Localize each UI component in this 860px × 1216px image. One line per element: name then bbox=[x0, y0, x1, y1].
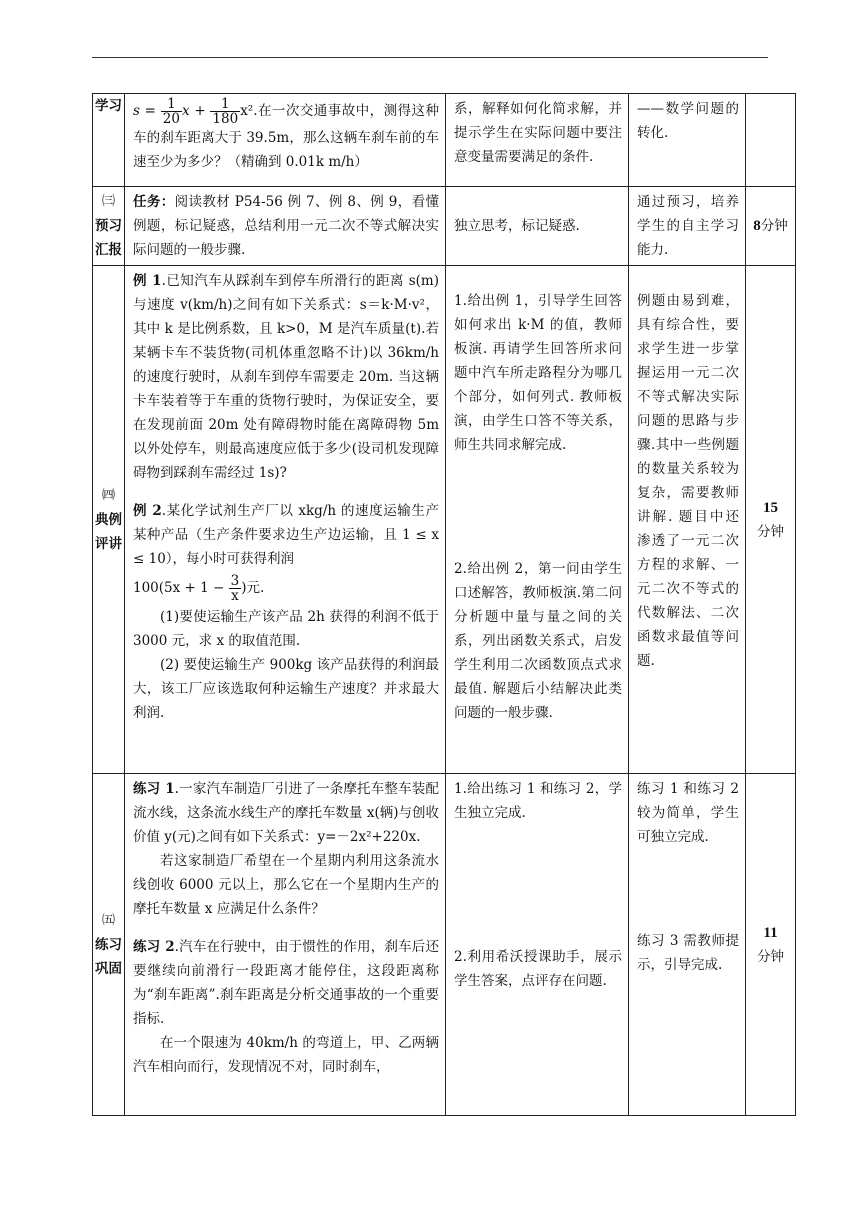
stage-name: 评讲 bbox=[95, 535, 122, 552]
task-label: 任务： bbox=[133, 194, 175, 210]
stage-cell bbox=[93, 266, 125, 774]
content-cell: 练习 1.一家汽车制造厂引进了一条摩托车整车装配流水线，这条流水线生产的摩托车数量 x(辆)与创收价值 y(元)之间有如下关系式：y=－2x²+220x. 若这家制造厂希望在一个星期内利用这条流水线创收 6000 元以上，那么它在一个星期内生产的摩托车数量 x 应满足什么条件？ 练习 2.汽车在行驶中，由于惯性的作用，刹车后还要继续向前滑行一段距离才能停住，这段距离称为“刹车距离”.刹车距离是分析交通事故的一个重要指标. 在一个限速为 40km/h 的弯道上，甲、乙两辆汽车相向而行，发现情况不对，同时刹车， bbox=[125, 774, 446, 1116]
stage-cell bbox=[93, 774, 125, 1116]
stage-name: 巩固 bbox=[95, 960, 122, 977]
intent-cell: 例题由易到难，具有综合性，要求学生进一步掌握运用一元二次不等式解决实际问题的思路与步骤.其中一些例题的数量关系较为复杂，需要教师讲解. 题目中还渗透了一元二次方程的求解、一元二次不等式的代数解法、二次函数求最值等问题. bbox=[629, 266, 746, 774]
time-cell: 11 分钟 bbox=[746, 774, 796, 1116]
fraction: $\frac{1}{20}$ bbox=[162, 96, 180, 127]
table-row bbox=[93, 774, 796, 1116]
formula-tail: x².在一次交通事故中，测得这种车的刹车距离大于 39.5m，那么这辆车刹车前的车速至少为多少？（精确到 0.01k m/h） bbox=[133, 103, 440, 170]
formula-prefix: s = bbox=[133, 103, 156, 119]
table-row bbox=[93, 187, 796, 266]
intent-cell: ——数学问题的转化. bbox=[629, 94, 746, 187]
stage-number: ㈣ bbox=[101, 487, 115, 503]
header-rule bbox=[92, 57, 768, 58]
teacher-cell: 1.给出练习 1 和练习 2，学生独立完成. 2.利用希沃授课助手，展示学生答案，点评存在问题. bbox=[446, 774, 629, 1116]
intent-cell: 通过预习，培养学生的自主学习能力. bbox=[629, 187, 746, 266]
stage-name: 预习 bbox=[95, 218, 122, 234]
lesson-plan-table bbox=[92, 93, 796, 1116]
teacher-cell: 1.给出例 1，引导学生回答如何求出 k·M 的值，教师板演. 再请学生回答所求问题中汽车所走路程分为哪几个部分，如何列式. 教师板演，由学生口答不等关系，师生共同求解完成. 2.给出例 2，第一问由学生口述解答，教师板演.第二问分析题中量与量之间的关系，列出函数关系式，启发学生利用二次函数顶点式求最值. 解题后小结解决此类问题的一般步骤. bbox=[446, 266, 629, 774]
stage-number: ㈢ bbox=[101, 194, 115, 209]
teacher-cell: 独立思考，标记疑惑. bbox=[446, 187, 629, 266]
example-2: 例 2.某化学试剂生产厂以 xkg/h 的速度运输生产某种产品（生产条件要求边生产边运输，且 1 ≤ x ≤ 10），每小时可获得利润 bbox=[133, 503, 439, 567]
time-cell: 8分钟 bbox=[746, 187, 796, 266]
stage-number: ㈤ bbox=[101, 912, 115, 928]
content-cell bbox=[125, 187, 446, 266]
example-2-question-2: (2) 要使运输生产 900kg 该产品获得的利润最大，该工厂应该选取何种运输生产速度？并求最大利润. bbox=[133, 657, 439, 721]
time-cell: 15 分钟 bbox=[746, 266, 796, 774]
intent-cell: 练习 1 和练习 2 较为简单，学生可独立完成. 练习 3 需教师提示，引导完成. bbox=[629, 774, 746, 1116]
fraction: $\frac{1}{180}$ bbox=[212, 96, 239, 127]
stage-name: 练习 bbox=[95, 936, 122, 953]
stage-name: 学习 bbox=[95, 98, 122, 114]
time-cell bbox=[746, 94, 796, 187]
practice-1: 练习 1.一家汽车制造厂引进了一条摩托车整车装配流水线，这条流水线生产的摩托车数量 x(辆)与创收价值 y(元)之间有如下关系式：y=－2x²+220x. bbox=[133, 781, 439, 845]
stage-name: 典例 bbox=[95, 511, 122, 528]
table-row bbox=[93, 266, 796, 774]
example-2-question-1: (1)要使运输生产该产品 2h 获得的利润不低于 3000 元，求 x 的取值范围. bbox=[133, 609, 439, 649]
stage-name: 汇报 bbox=[95, 242, 122, 258]
example-1: 例 1.已知汽车从踩刹车到停车所滑行的距离 s(m)与速度 v(km/h)之间有如下关系式：s＝k·M·v²，其中 k 是比例系数，且 k>0，M 是汽车质量(t).若某辆卡车不装货物(司机体重忽略不计)以 36km/h 的速度行驶时，从刹车到停车需要走 20m. 当这辆卡车装着等于车重的货物行驶时，为保证安全，要在发现前面 20m 处有障碍物时能在离障碍物 5m 以外处停车，则最高速度应低于多少(设司机发现障碍物到踩刹车需经过 1s)? bbox=[133, 273, 439, 481]
content-cell bbox=[125, 266, 446, 774]
task-text: 阅读教材 P54-56 例 7、例 8、例 9，看懂例题，标记疑惑，总结利用一元二次不等式解决实际问题的一般步骤. bbox=[133, 194, 440, 258]
table-row bbox=[93, 94, 796, 187]
stage-cell bbox=[93, 94, 125, 187]
formula-line: s = $\frac{1}{20}$ x + $\frac{1}{180}$ x².在一次交通事故中，测得这种车的刹车距离大于 39.5m，那么这辆车刹车前的车速至少为多少？（精确到 0.01k m/h） bbox=[133, 96, 440, 170]
teacher-cell: 系，解释如何化简求解，并提示学生在实际问题中要注意变量需要满足的条件. bbox=[446, 94, 629, 187]
stage-cell bbox=[93, 187, 125, 266]
practice-2: 练习 2.汽车在行驶中，由于惯性的作用，刹车后还要继续向前滑行一段距离才能停住，这段距离称为“刹车距离”.刹车距离是分析交通事故的一个重要指标. bbox=[133, 939, 439, 1027]
content-cell bbox=[125, 94, 446, 187]
example-2-formula: 100(5x + 1 − $\frac{3}{x}$ )元. bbox=[133, 573, 265, 604]
